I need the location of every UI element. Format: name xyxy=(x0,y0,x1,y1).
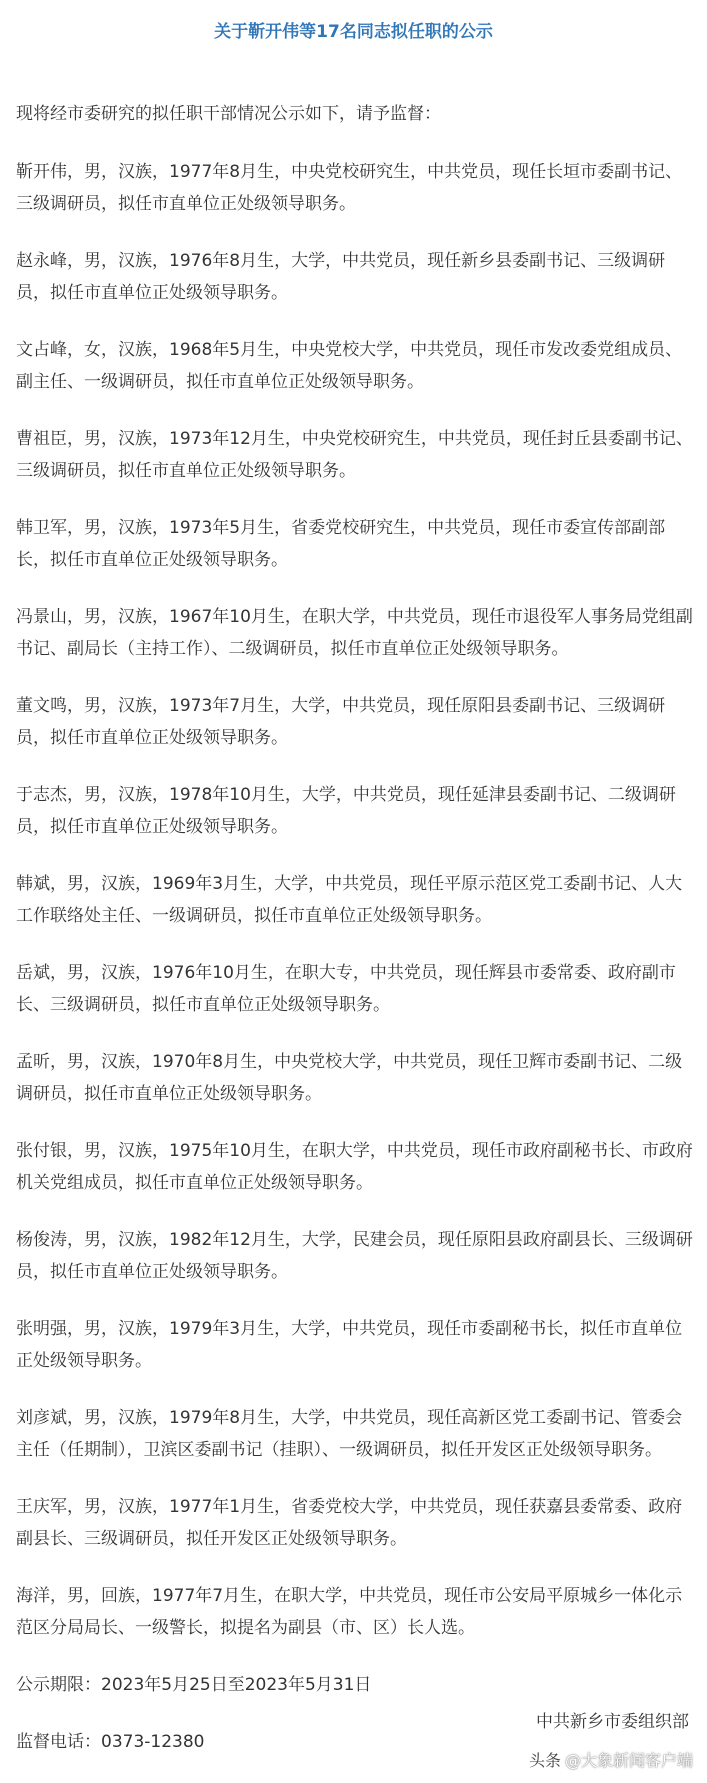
entry-paragraph: 于志杰，男，汉族，1978年10月生，大学，中共党员，现任延津县委副书记、二级调研员，拟任市直单位正处级领导职务。 xyxy=(16,785,676,837)
entry-paragraph: 曹祖臣，男，汉族，1973年12月生，中央党校研究生，中共党员，现任封丘县委副书记、三级调研员，拟任市直单位正处级领导职务。 xyxy=(16,429,693,481)
entry-paragraph: 赵永峰，男，汉族，1976年8月生，大学，中共党员，现任新乡县委副书记、三级调研员，拟任市直单位正处级领导职务。 xyxy=(16,251,666,303)
entry-paragraph: 文占峰，女，汉族，1968年5月生，中央党校大学，中共党员，现任市发改委党组成员、副主任、一级调研员，拟任市直单位正处级领导职务。 xyxy=(16,340,683,392)
entry-paragraph: 杨俊涛，男，汉族，1982年12月生，大学，民建会员，现任原阳县政府副县长、三级调研员，拟任市直单位正处级领导职务。 xyxy=(16,1230,693,1282)
entry-paragraph: 靳开伟，男，汉族，1977年8月生，中央党校研究生，中共党员，现任长垣市委副书记、三级调研员，拟任市直单位正处级领导职务。 xyxy=(16,162,683,214)
entry-paragraph: 岳斌，男，汉族，1976年10月生，在职大专，中共党员，现任辉县市委常委、政府副市长、三级调研员，拟任市直单位正处级领导职务。 xyxy=(16,963,676,1015)
entry-paragraph: 张明强，男，汉族，1979年3月生，大学，中共党员，现任市委副秘书长，拟任市直单位正处级领导职务。 xyxy=(16,1319,683,1371)
watermark-text: @大象新闻客户端 xyxy=(564,1751,693,1770)
entry-paragraph: 董文鸣，男，汉族，1973年7月生，大学，中共党员，现任原阳县委副书记、三级调研员，拟任市直单位正处级领导职务。 xyxy=(16,696,666,748)
entry-paragraph: 海洋，男，回族，1977年7月生，在职大学，中共党员，现任市公安局平原城乡一体化示范区分局局长、一级警长，拟提名为副县（市、区）长人选。 xyxy=(16,1586,683,1638)
entry-paragraph: 韩卫军，男，汉族，1973年5月生，省委党校研究生，中共党员，现任市委宣传部副部长，拟任市直单位正处级领导职务。 xyxy=(16,518,666,570)
issuer-signature: 中共新乡市委组织部 xyxy=(536,1712,689,1732)
page-title: 关于靳开伟等17名同志拟任职的公示 xyxy=(214,22,493,42)
watermark-logo: 头条 xyxy=(528,1751,561,1770)
watermark xyxy=(529,1748,693,1774)
entry-paragraph: 张付银，男，汉族，1975年10月生，在职大学，中共党员，现任市政府副秘书长、市政府机关党组成员，拟任市直单位正处级领导职务。 xyxy=(16,1141,693,1193)
entry-paragraph: 王庆军，男，汉族，1977年1月生，省委党校大学，中共党员，现任获嘉县委常委、政府副县长、三级调研员，拟任开发区正处级领导职务。 xyxy=(16,1497,683,1549)
entry-paragraph: 韩斌，男，汉族，1969年3月生，大学，中共党员，现任平原示范区党工委副书记、人大工作联络处主任、一级调研员，拟任市直单位正处级领导职务。 xyxy=(16,874,683,926)
entry-paragraph: 冯景山，男，汉族，1967年10月生，在职大学，中共党员，现任市退役军人事务局党组副书记、副局长（主持工作）、二级调研员，拟任市直单位正处级领导职务。 xyxy=(16,607,693,659)
supervision-phone: 监督电话：0373-12380 xyxy=(16,1732,205,1752)
announcement-body xyxy=(16,98,696,1783)
publicity-period: 公示期限：2023年5月25日至2023年5月31日 xyxy=(16,1675,372,1695)
entry-paragraph: 刘彦斌，男，汉族，1979年8月生，大学，中共党员，现任高新区党工委副书记、管委会主任（任期制），卫滨区委副书记（挂职）、一级调研员，拟任开发区正处级领导职务。 xyxy=(16,1408,683,1460)
intro-text: 现将经市委研究的拟任职干部情况公示如下，请予监督： xyxy=(16,104,441,124)
entry-paragraph: 孟昕，男，汉族，1970年8月生，中央党校大学，中共党员，现任卫辉市委副书记、二级调研员，拟任市直单位正处级领导职务。 xyxy=(16,1052,683,1104)
